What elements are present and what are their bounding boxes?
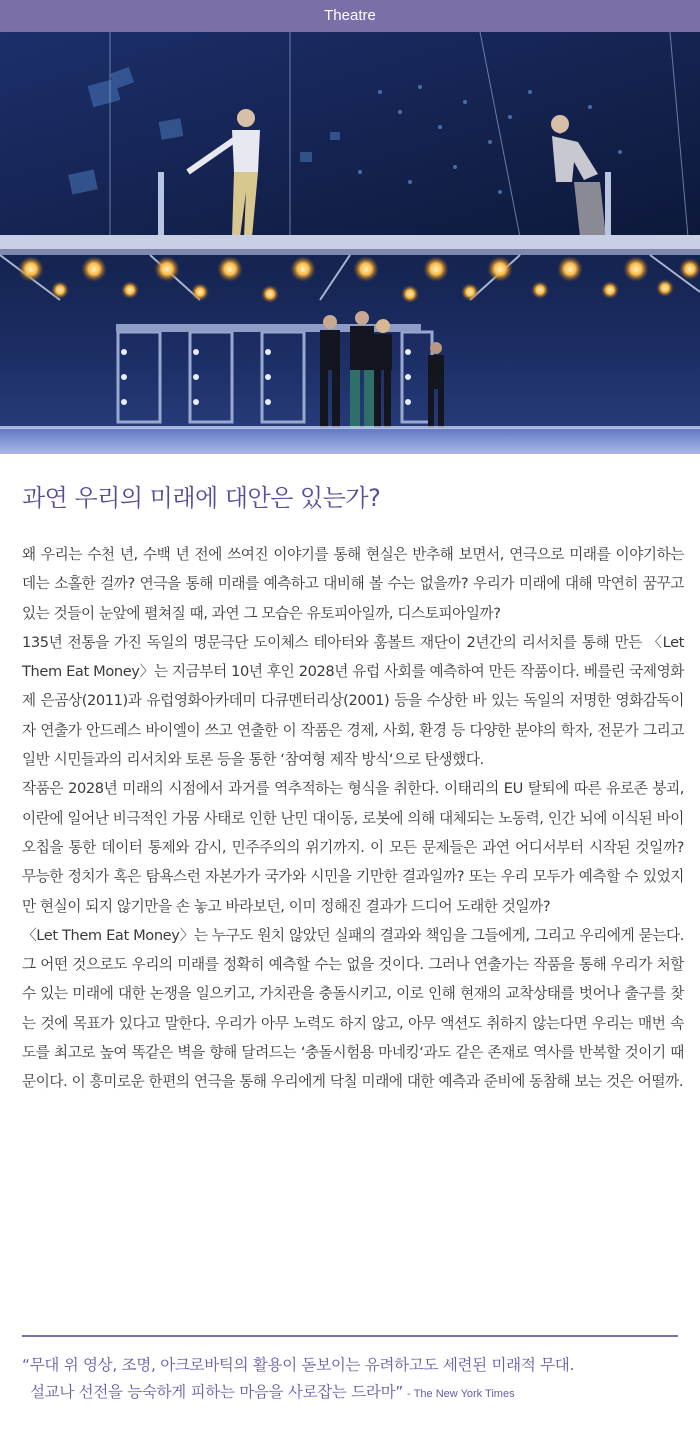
section-label: Theatre bbox=[324, 7, 376, 24]
stage-illustration bbox=[0, 32, 700, 454]
quote-line-2: 설교나 선전을 능숙하게 피하는 마음을 사로잡는 드라마” bbox=[30, 1383, 403, 1401]
stage-lights bbox=[18, 256, 700, 303]
paragraph: 작품은 2028년 미래의 시점에서 과거를 역추적하는 형식을 취한다. 이태리의 EU 탈퇴에 따른 유로존 붕괴, 이란에 일어난 비극적인 가뭄 사태로 인한 난민 대이동, 로봇에 의해 대체되는 노동력, 인간 뇌에 이식된 바이오칩을 통한 데이터 통제와 감시, 민주주의의 위기까지. 이 모든 문제들은 과연 어디서부터 시작된 것일까? 무능한 정치가 혹은 탐욕스런 자본가가 국가와 시민을 기만한 결과일까? 또는 우리 모두가 예측할 수 있었지만 현실이 되지 않기만을 손 놓고 바라보던, 이미 정해진 결과가 드디어 도래한 것일까? bbox=[22, 780, 684, 915]
section-header bbox=[0, 0, 700, 32]
article-body bbox=[22, 540, 684, 1097]
quote-divider bbox=[22, 1335, 678, 1337]
paragraph: 〈Let Them Eat Money〉는 누구도 원치 않았던 실패의 결과와 책임을 그들에게, 그리고 우리에게 묻는다. 그 어떤 것으로도 우리의 미래를 정확히 예측할 수는 없을 것이다. 그러나 연출가는 작품을 통해 우리가 처할 수 있는 미래에 대한 논쟁을 일으키고, 가치관을 충돌시키고, 이로 인해 현재의 교착상태를 벗어나 출구를 찾는 것에 목표가 있다고 말한다. 우리가 아무 노력도 하지 않고, 아무 액션도 취하지 않는다면 우리는 매번 속도를 최고로 높여 똑같은 벽을 향해 달려드는 ‘충돌시험용 마네킹‘과도 같은 존재로 역사를 반복할 것이기 때문이다. 이 흥미로운 한편의 연극을 통해 우리에게 닥칠 미래에 대한 예측과 준비에 동참해 보는 것은 어떨까. bbox=[22, 926, 684, 1091]
review-quote bbox=[22, 1352, 692, 1408]
quote-source: - The New York Times bbox=[406, 1388, 515, 1400]
article-headline: 과연 우리의 미래에 대안은 있는가? bbox=[22, 484, 381, 512]
quote-line-1: “무대 위 영상, 조명, 아크로바틱의 활용이 돋보이는 유려하고도 세련된 미래적 무대. bbox=[22, 1356, 575, 1374]
paragraph: 왜 우리는 수천 년, 수백 년 전에 쓰여진 이야기를 통해 현실은 반추해 보면서, 연극으로 미래를 이야기하는 데는 소홀한 걸까? 연극을 통해 미래를 예측하고 대비해 볼 수는 없을까? 우리가 미래에 대해 막연히 꿈꾸고 있는 것들이 눈앞에 펼쳐질 때, 과연 그 모습은 유토피아일까, 디스토피아일까? bbox=[22, 546, 684, 622]
stage-photo bbox=[0, 32, 700, 454]
quote-line-2-wrap bbox=[22, 1379, 692, 1408]
paragraph: 135년 전통을 가진 독일의 명문극단 도이체스 테아터와 훔볼트 재단이 2년간의 리서치를 통해 만든 〈Let Them Eat Money〉는 지금부터 10년 후인 2028년 유럽 사회를 예측하여 만든 작품이다. 베를린 국제영화제 은곰상(2011)과 유럽영화아카데미 다큐멘터리상(2001) 등을 수상한 바 있는 독일의 저명한 영화감독이자 연출가 안드레스 바이엘이 쓰고 연출한 이 작품은 경제, 사회, 환경 등 다양한 분야의 학자, 전문가 그리고 일반 시민들과의 리서치와 토론 등을 통한 ‘참여형 제작 방식‘으로 탄생했다. bbox=[22, 633, 684, 769]
